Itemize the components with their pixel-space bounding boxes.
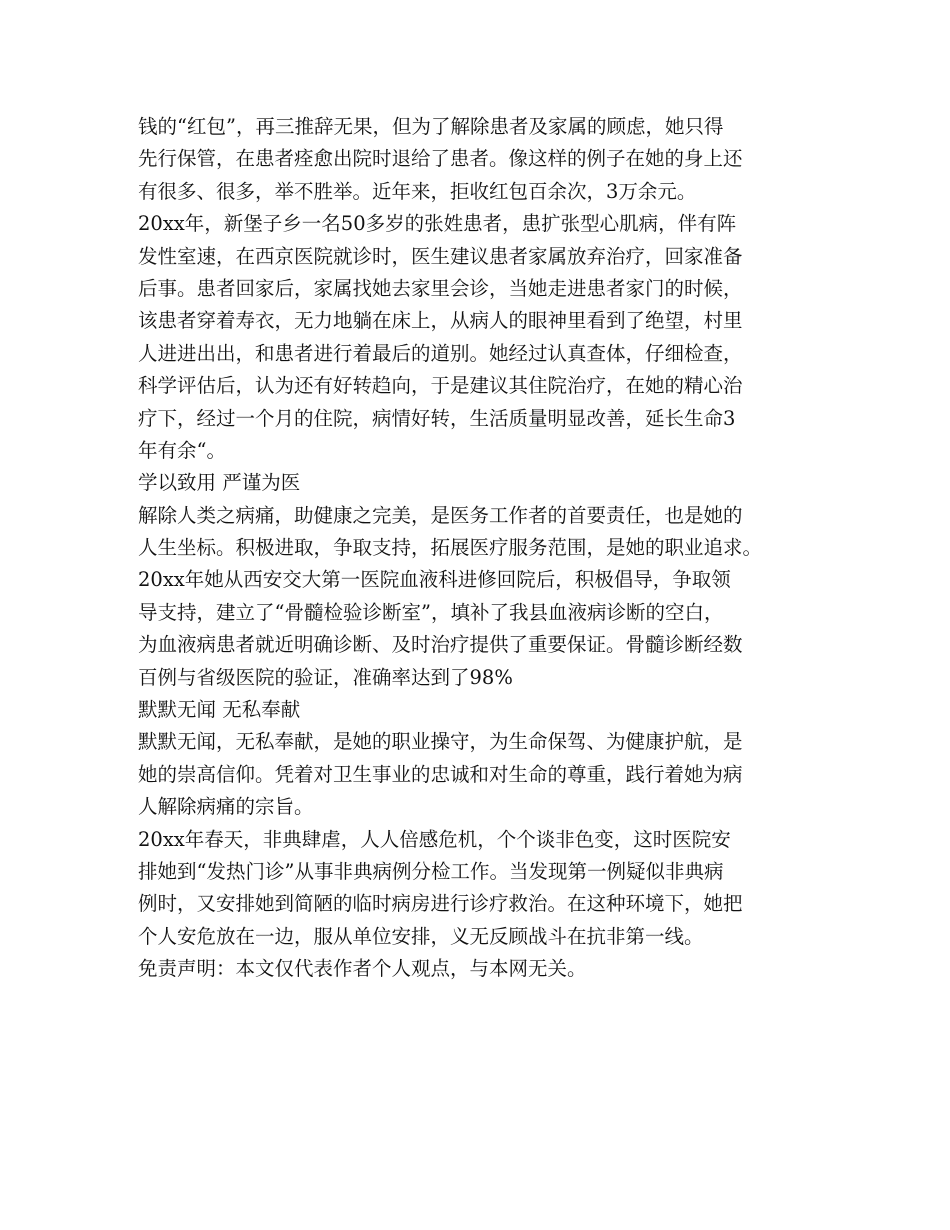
text-line: 解除人类之病痛，助健康之完美，是医务工作者的首要责任，也是她的 bbox=[138, 503, 743, 527]
text-line: 例时，又安排她到简陋的临时病房进行诊疗救治。在这种环境下，她把 bbox=[138, 892, 743, 916]
text-line: 20xx年，新堡子乡一名50多岁的张姓患者，患扩张型心肌病，伴有阵 bbox=[138, 212, 737, 236]
text-line: 钱的“红包”，再三推辞无果，但为了解除患者及家属的顾虑，她只得 bbox=[138, 115, 724, 138]
section-heading: 学以致用 严谨为医 bbox=[138, 471, 301, 495]
text-line: 科学评估后，认为还有好转趋向，于是建议其住院治疗，在她的精心治 bbox=[138, 374, 743, 398]
section-heading: 默默无闻 无私奉献 bbox=[138, 698, 301, 722]
text-line: 有很多、很多，举不胜举。近年来，拒收红包百余次，3万余元。 bbox=[138, 179, 697, 203]
text-line: 导支持，建立了“骨髓检验诊断室”，填补了我县血液病诊断的空白， bbox=[138, 600, 724, 624]
text-line: 先行保管，在患者痊愈出院时退给了患者。像这样的例子在她的身上还 bbox=[138, 147, 743, 171]
text-line: 人解除病痛的宗旨。 bbox=[138, 795, 314, 819]
text-line: 该患者穿着寿衣，无力地躺在床上，从病人的眼神里看到了绝望，村里 bbox=[138, 309, 743, 333]
text-line: 默默无闻，无私奉献，是她的职业操守，为生命保驾、为健康护航，是 bbox=[138, 730, 743, 754]
text-line: 20xx年春天，非典肆虐，人人倍感危机，个个谈非色变，这时医院安 bbox=[138, 827, 731, 851]
text-line: 人生坐标。积极进取，争取支持，拓展医疗服务范围，是她的职业追求。 bbox=[138, 536, 763, 560]
text-line: 后事。患者回家后，家属找她去家里会诊，当她走进患者家门的时候， bbox=[138, 276, 743, 300]
text-line: 她的崇高信仰。凭着对卫生事业的忠诚和对生命的尊重，践行着她为病 bbox=[138, 762, 743, 786]
text-line: 人进进出出，和患者进行着最后的道别。她经过认真查体，仔细检查， bbox=[138, 341, 743, 365]
text-line: 为血液病患者就近明确诊断、及时治疗提供了重要保证。骨髓诊断经数 bbox=[138, 633, 743, 657]
text-line: 个人安危放在一边，服从单位安排，义无反顾战斗在抗非第一线。 bbox=[138, 924, 704, 948]
text-line: 20xx年她从西安交大第一医院血液科进修回院后，积极倡导，争取领 bbox=[138, 568, 731, 592]
text-line: 排她到“发热门诊”从事非典病例分检工作。当发现第一例疑似非典病 bbox=[138, 859, 724, 883]
text-line: 疗下，经过一个月的住院，病情好转，生活质量明显改善，延长生命3 bbox=[138, 406, 736, 430]
text-line: 百例与省级医院的验证，准确率达到了98% bbox=[138, 665, 513, 689]
text-line: 年有余“。 bbox=[138, 438, 226, 462]
document-body bbox=[138, 111, 828, 986]
text-line: 发性室速，在西京医院就诊时，医生建议患者家属放弃治疗，回家准备 bbox=[138, 244, 743, 268]
disclaimer: 免责声明：本文仅代表作者个人观点，与本网无关。 bbox=[138, 957, 587, 981]
